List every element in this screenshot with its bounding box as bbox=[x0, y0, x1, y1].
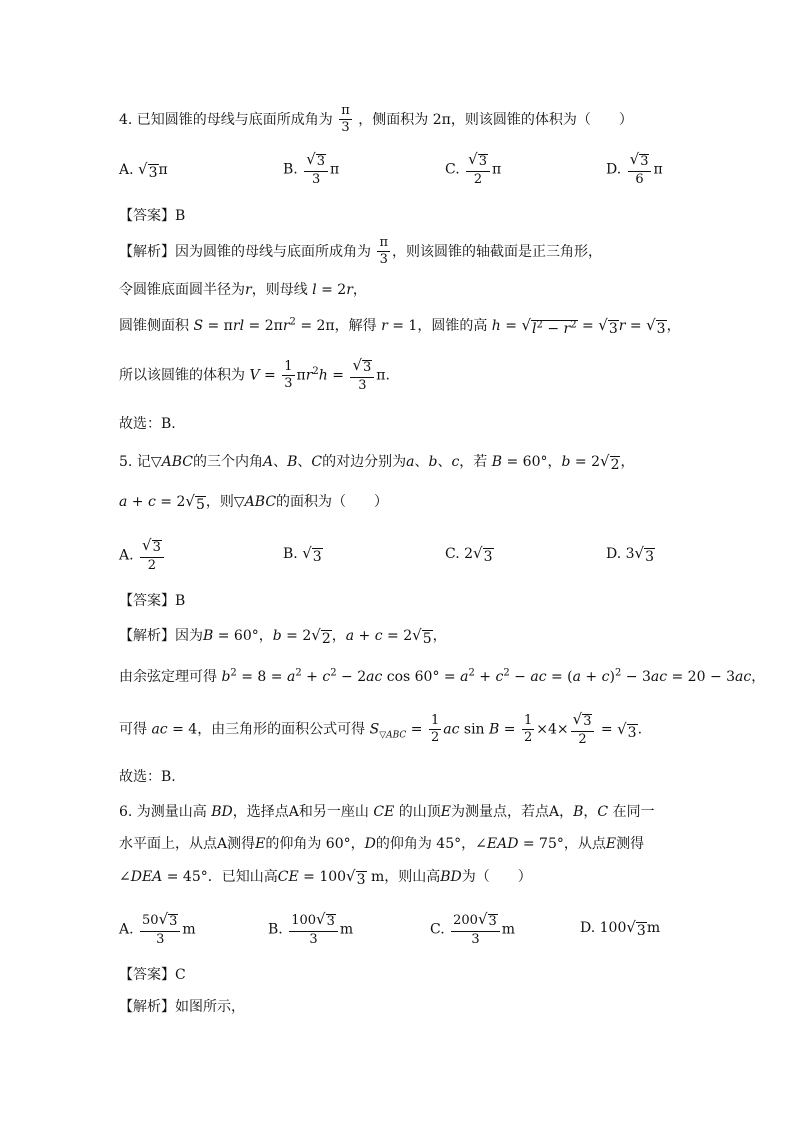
q5-answer: 【答案】B bbox=[119, 593, 186, 609]
q4-choice-a[interactable]: A. √ 3 π bbox=[119, 160, 168, 181]
q4-analysis-line-4: 所以该圆锥的体积为 V = $\frac{1}{3}$ $\pi r^2h$ = √ 3 3 π. bbox=[119, 356, 390, 393]
q5-analysis-line-3: 可得 ac = 4，由三角形的面积公式可得 $S_{▽ABC}$ = $\frac{1}{2}$ ac sin B = $\frac{1}{2}$ ×4× √ 3 2 = √ 3 . bbox=[119, 710, 643, 747]
q4-stem-text-b: ，侧面积为 2π，则该圆锥的体积为（ ） bbox=[358, 111, 633, 128]
q5-stem-line-1: 5. 记▽ABC的三个内角A、B、C的对边分别为a、b、c，若 B = 60°，b = 2 √ 2 ， bbox=[119, 452, 635, 473]
q6-choice-d[interactable]: D. 100 √ 3 m bbox=[580, 918, 661, 939]
q4-analysis-line-1: 【解析】因为圆锥的母线与底面所成角为 $\frac{\pi}{3}$ ，则该圆锥的轴截面是正三角形， bbox=[119, 235, 602, 268]
q4-choice-c[interactable]: C. √ 3 2 π bbox=[445, 150, 502, 187]
q5-choice-d[interactable]: D. 3 √ 3 bbox=[606, 544, 655, 565]
q5-choice-b[interactable]: B. √ 3 bbox=[283, 544, 322, 565]
q4-stem-text-a: 4. 已知圆锥的母线与底面所成角为 bbox=[119, 111, 333, 128]
q4-angle-fraction: $\frac{\pi}{3}$ bbox=[341, 103, 350, 136]
q5-conclusion: 故选：B. bbox=[119, 769, 176, 785]
q6-choice-b[interactable]: B. 100 √ 3 3 m bbox=[268, 910, 354, 947]
q4-choice-d[interactable]: D. √ 3 6 π bbox=[606, 150, 663, 187]
q4-conclusion: 故选：B. bbox=[119, 416, 176, 432]
q6-answer: 【答案】C bbox=[119, 967, 186, 983]
q6-choice-a[interactable]: A. 50 √ 3 3 m bbox=[119, 910, 196, 947]
q4-analysis-line-2: 令圆锥底面圆半径为r，则母线 l = 2r， bbox=[119, 282, 367, 298]
q4-choice-b[interactable]: B. √ 3 3 π bbox=[283, 150, 340, 187]
q6-stem-line-1: 6. 为测量山高 BD，选择点A和另一座山 CE 的山顶E为测量点，若点A，B，C 在同一 bbox=[119, 804, 655, 820]
q5-analysis-line-2: 由余弦定理可得 $b^2 = 8 = a^2 + c^2 - 2ac$ $\cos 60^\circ = a^2 + c^2$ − ac = $(a + c)^2 - 3ac = 20 - 3ac$， bbox=[119, 667, 766, 685]
q5-choice-a[interactable]: A. √ 3 2 bbox=[119, 538, 166, 573]
q4-stem bbox=[119, 104, 633, 136]
q4-answer: 【答案】B bbox=[119, 208, 186, 224]
q4-analysis-line-3: 圆锥侧面积 $S = \pi rl = 2\pi r^2 = 2\pi$，解得 r = 1，圆锥的高 h = √ $l^2 - r^2$ = √ 3 r = √ 3 ， bbox=[119, 316, 681, 337]
q6-choice-c[interactable]: C. 200 √ 3 3 m bbox=[430, 910, 516, 947]
q5-choice-c[interactable]: C. 2 √ 3 bbox=[445, 544, 493, 565]
q6-analysis-line-1: 【解析】如图所示， bbox=[119, 999, 245, 1015]
q6-stem-line-2: 水平面上，从点A测得E的仰角为 60°，D的仰角为 45°，∠EAD = 75°，从点E测得 bbox=[119, 836, 645, 852]
q5-stem-line-2: a + c = 2 √ 5 ，则▽ABC的面积为（ ） bbox=[119, 492, 389, 513]
q5-analysis-line-1: 【解析】因为B = 60°，b = 2 √ 2 ，a + c = 2 √ 5 ， bbox=[119, 626, 447, 647]
q6-stem-line-3: ∠DEA = 45°．已知山高CE = 100 √ 3 m，则山高BD为（ ） bbox=[119, 867, 532, 888]
